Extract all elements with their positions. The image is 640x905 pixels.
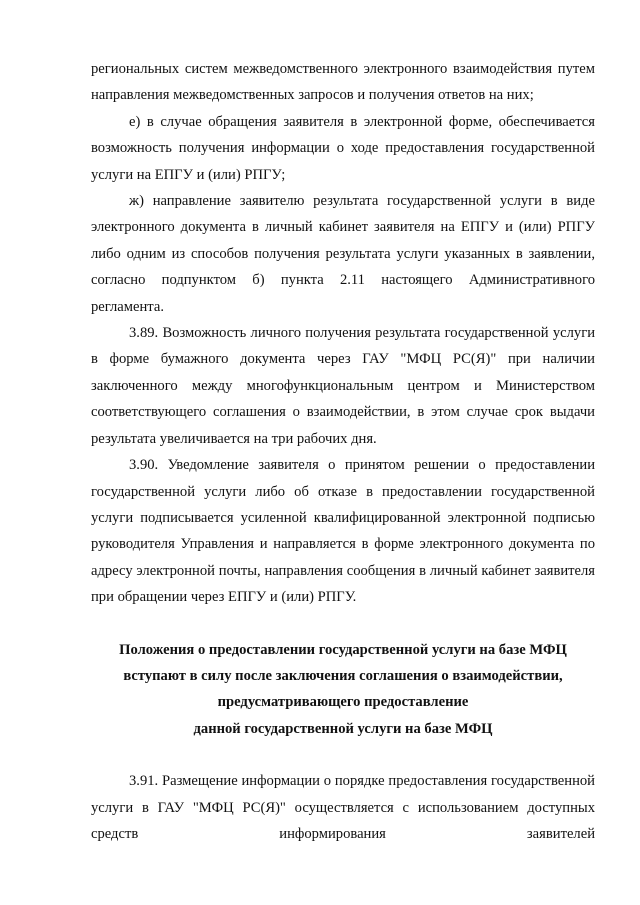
section-heading-line-3: предусматривающего предоставление bbox=[217, 694, 469, 711]
section-heading-line-2: вступают в силу после заключения соглашения о взаимодействии, bbox=[123, 667, 563, 684]
section-heading-line-1: Положения о предоставлении государственной услуги на базе МФЦ bbox=[119, 641, 567, 658]
section-heading bbox=[91, 637, 595, 743]
document-page bbox=[91, 56, 595, 847]
paragraph-3-89: 3.89. Возможность личного получения результата государственной услуги в форме бумажного документа через ГАУ "МФЦ РС(Я)" при наличии заключенного между многофункциональным центром и Министерством соответствующего соглашения о взаимодействии, в этом случае срок выдачи результата увеличивается на три рабочих дня. bbox=[91, 325, 595, 447]
paragraph-item-zh: ж) направление заявителю результата государственной услуги в виде электронного документа в личный кабинет заявителя на ЕПГУ и (или) РПГУ либо одним из способов получения результата услуги указанных в заявлении, согласно подпунктом б) пункта 2.11 настоящего Административного регламента. bbox=[91, 193, 595, 315]
paragraph-regional-systems: региональных систем межведомственного электронного взаимодействия путем направления межведомственных запросов и получения ответов на них; bbox=[91, 61, 595, 104]
paragraph-item-e: е) в случае обращения заявителя в электронной форме, обеспечивается возможность получения информации о ходе предоставления государственной услуги на ЕПГУ и (или) РПГУ; bbox=[91, 113, 595, 183]
paragraph-3-91: 3.91. Размещение информации о порядке предоставления государственной услуги в ГАУ "МФЦ РС(Я)" осуществляется с использованием доступных средств информирования заявителей bbox=[91, 773, 595, 842]
paragraph-3-90: 3.90. Уведомление заявителя о принятом решении о предоставлении государственной услуги либо об отказе в предоставлении государственной услуги подписывается усиленной квалифицированной электронной подписью руководителя Управления и направляется в форме электронного документа по адресу электронной почты, направления сообщения в личный кабинет заявителя при обращении через ЕПГУ и (или) РПГУ. bbox=[91, 457, 595, 606]
section-heading-line-4: данной государственной услуги на базе МФЦ bbox=[193, 720, 493, 737]
